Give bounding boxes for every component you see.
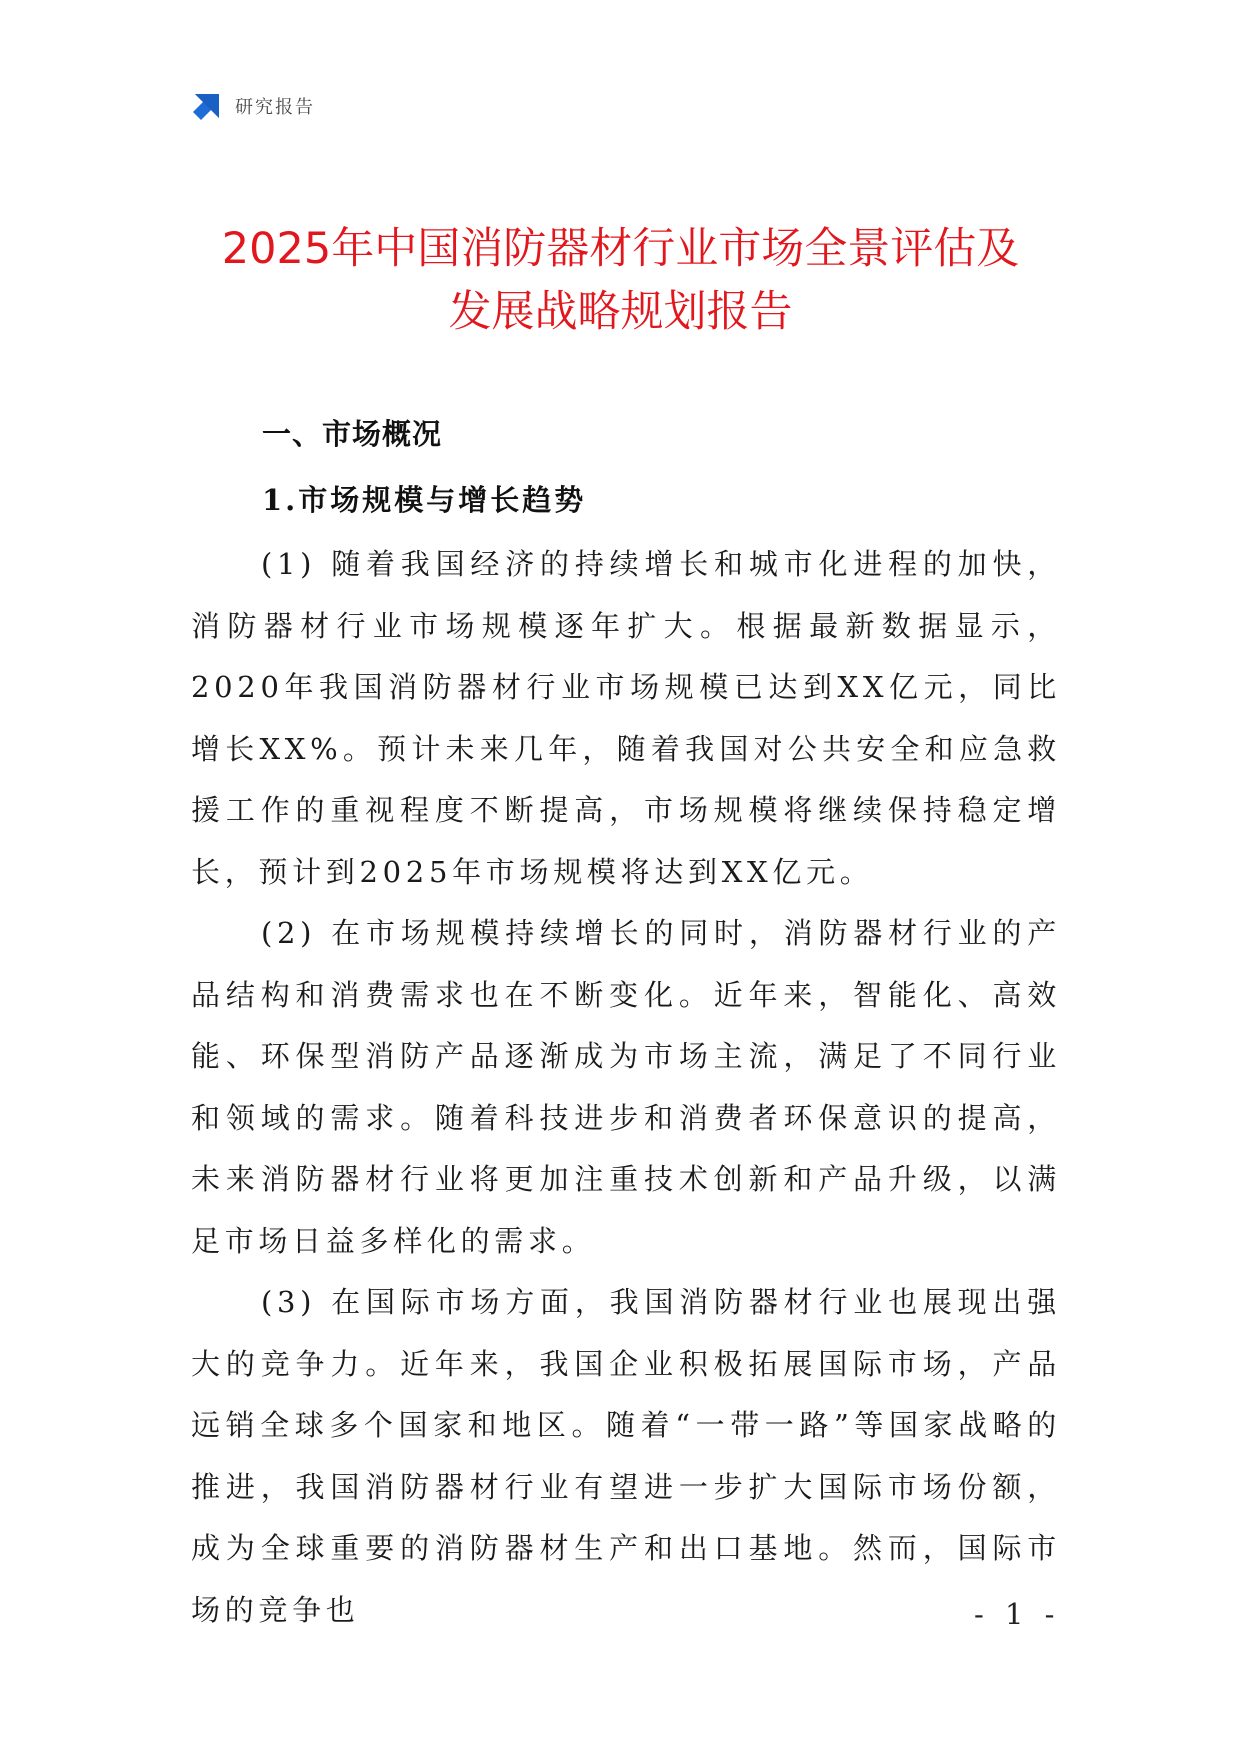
- title-line-2: 发展战略规划报告: [448, 287, 793, 337]
- page-number: - 1 -: [974, 1597, 1061, 1631]
- header-label: 研究报告: [235, 97, 315, 118]
- paragraph-2: (2) 在市场规模持续增长的同时，消防器材行业的产品结构和消费需求也在不断变化。近年来，智能化、高效能、环保型消防产品逐渐成为市场主流，满足了不同行业和领域的需求。随着科技进步和消费者环保意识的提高，未来消防器材行业将更加注重技术创新和产品升级，以满足市场日益多样化的需求。: [191, 916, 1061, 1258]
- title-line-1: 2025年中国消防器材行业市场全景评估及: [221, 224, 1020, 274]
- report-header: [191, 88, 315, 124]
- body-text: [191, 534, 1061, 1641]
- arrow-up-right-icon: [191, 90, 223, 122]
- section-heading: 一、市场概况: [262, 417, 443, 451]
- document-title: [0, 218, 1241, 344]
- paragraph-1: (1) 随着我国经济的持续增长和城市化进程的加快，消防器材行业市场规模逐年扩大。根据最新数据显示，2020年我国消防器材行业市场规模已达到XX亿元，同比增长XX%。预计未来几年，随着我国对公共安全和应急救援工作的重视程度不断提高，市场规模将继续保持稳定增长，预计到2025年市场规模将达到XX亿元。: [191, 547, 1061, 889]
- paragraph-3: (3) 在国际市场方面，我国消防器材行业也展现出强大的竞争力。近年来，我国企业积极拓展国际市场，产品远销全球多个国家和地区。随着“一带一路”等国家战略的推进，我国消防器材行业有望进一步扩大国际市场份额，成为全球重要的消防器材生产和出口基地。然而，国际市场的竞争也: [191, 1285, 1061, 1627]
- subsection-heading: 1.市场规模与增长趋势: [262, 483, 587, 517]
